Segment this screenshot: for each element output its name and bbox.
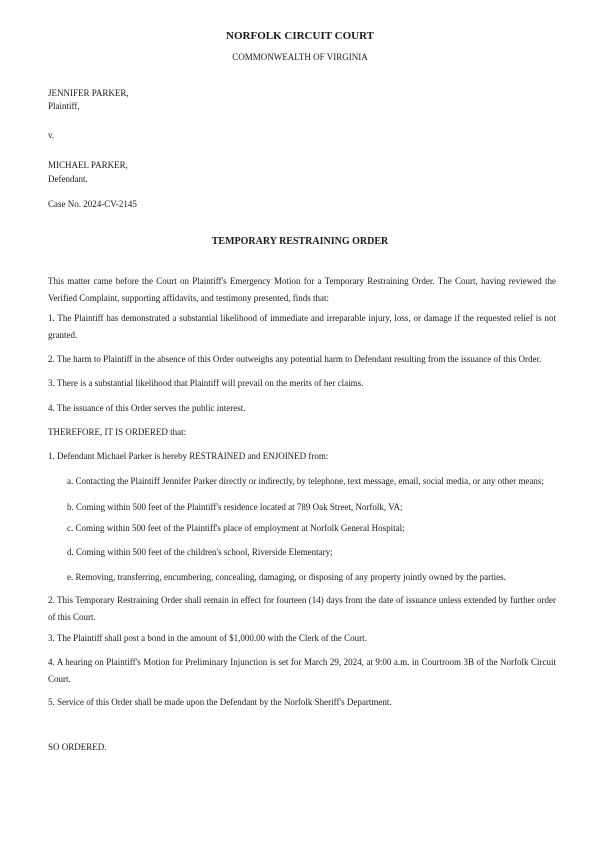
jurisdiction: COMMONWEALTH OF VIRGINIA: [232, 52, 368, 62]
order-title: TEMPORARY RESTRAINING ORDER: [211, 236, 389, 247]
restriction-e: e. Removing, transferring, encumbering, concealing, damaging, or disposing of any property jointly owned by the parties.: [67, 572, 506, 582]
restriction-c: c. Coming within 500 feet of the Plaintiff's place of employment at Norfolk General Hospital;: [67, 523, 405, 533]
order-5: 5. Service of this Order shall be made upon the Defendant by the Norfolk Sheriff's Department.: [48, 697, 392, 707]
plaintiff-name: JENNIFER PARKER,: [48, 88, 129, 98]
finding-4: 4. The issuance of this Order serves the public interest.: [48, 403, 246, 413]
closing-statement: SO ORDERED.: [48, 742, 107, 752]
finding-1: 1. The Plaintiff has demonstrated a substantial likelihood of immediate and irreparable injury, loss, or damage if the requested relief is not granted.: [48, 313, 556, 340]
case-number: Case No. 2024-CV-2145: [48, 199, 137, 209]
plaintiff-role: Plaintiff,: [48, 101, 80, 111]
restriction-a: a. Contacting the Plaintiff Jennifer Parker directly or indirectly, by telephone, text message, email, social media, or any other means;: [67, 476, 544, 486]
therefore-clause: THEREFORE, IT IS ORDERED that:: [48, 427, 187, 437]
versus: v.: [48, 130, 55, 140]
order-2: 2. This Temporary Restraining Order shall remain in effect for fourteen (14) days from the date of issuance unless extended by further order of this Court.: [48, 595, 556, 622]
restriction-d: d. Coming within 500 feet of the children's school, Riverside Elementary;: [67, 547, 333, 557]
defendant-role: Defendant.: [48, 174, 88, 184]
intro-paragraph: This matter came before the Court on Plaintiff's Emergency Motion for a Temporary Restraining Order. The Court, having reviewed the Verified Complaint, supporting affidavits, and testimony presented, finds that:: [48, 276, 556, 303]
defendant-name: MICHAEL PARKER,: [48, 160, 128, 170]
restriction-b: b. Coming within 500 feet of the Plaintiff's residence located at 789 Oak Street, Norfolk, VA;: [67, 502, 403, 512]
court-name: NORFOLK CIRCUIT COURT: [226, 30, 374, 42]
order-4: 4. A hearing on Plaintiff's Motion for Preliminary Injunction is set for March 29, 2024, at 9:00 a.m. in Courtroom 3B of the Norfolk Circuit Court.: [48, 657, 556, 684]
finding-3: 3. There is a substantial likelihood that Plaintiff will prevail on the merits of her claims.: [48, 378, 364, 388]
finding-2: 2. The harm to Plaintiff in the absence of this Order outweighs any potential harm to Defendant resulting from the issuance of this Order.: [48, 354, 542, 364]
order-1: 1. Defendant Michael Parker is hereby RESTRAINED and ENJOINED from:: [48, 451, 329, 461]
order-3: 3. The Plaintiff shall post a bond in the amount of $1,000.00 with the Clerk of the Court.: [48, 633, 367, 643]
